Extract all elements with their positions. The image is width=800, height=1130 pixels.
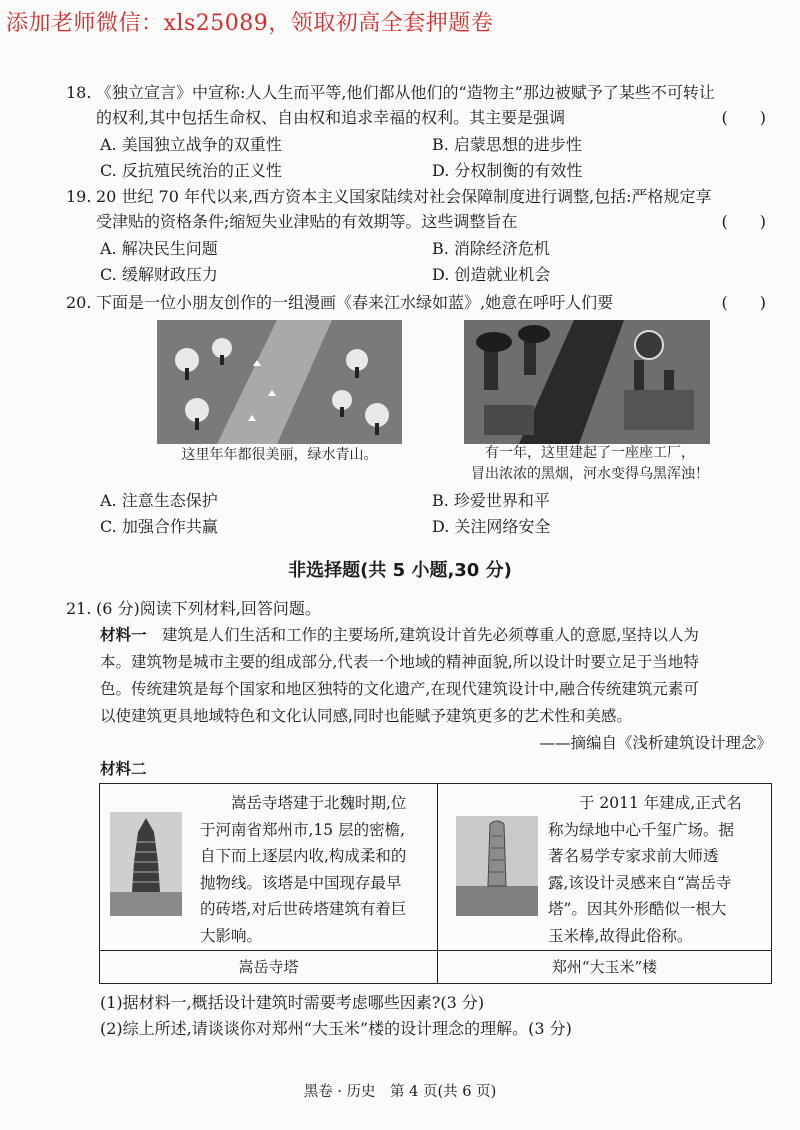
material-text-line: 本。建筑物是城市主要的组成部分,代表一个地域的精神面貌,所以设计时要立足于当地特: [100, 653, 699, 671]
material-two-label: 材料二: [100, 760, 147, 778]
question-number: 20.: [66, 293, 92, 312]
pagoda-description: [200, 790, 428, 949]
question-stem-line: 下面是一位小朋友创作的一组漫画《春来江水绿如蓝》,她意在呼吁人们要: [96, 293, 614, 312]
caption-left: 这里年年都很美丽，绿水青山。: [181, 447, 378, 463]
page-footer: 黑卷 · 历史 第 4 页(共 6 页): [303, 1084, 497, 1100]
cartoon-clean-river-image: [157, 320, 402, 444]
option-b: B. 珍爱世界和平: [432, 491, 550, 510]
description-line: 嵩岳寺塔建于北魏时期,位: [231, 794, 407, 812]
question-stem-line: 受津贴的资格条件;缩短失业津贴的有效期等。这些调整旨在: [96, 212, 518, 231]
option-c: C. 反抗殖民统治的正义性: [100, 161, 282, 180]
pagoda-drawing: [110, 812, 182, 916]
description-line: 自下而上逐层内收,构成柔和的: [200, 847, 407, 865]
caption-right-line2: 冒出浓浓的黑烟，河水变得乌黑浑浊！: [471, 466, 709, 482]
question-stem-line: 《独立宣言》中宣称:人人生而平等,他们都从他们的“造物主”那边被赋予了某些不可转让: [96, 83, 715, 102]
big-corn-building-photo: [456, 816, 538, 916]
material-text-line: 建筑是人们生活和工作的主要场所,建筑设计首先必须尊重人的意愿,坚持以人为: [146, 626, 699, 644]
option-d: D. 关注网络安全: [432, 517, 551, 536]
option-a: A. 解决民生问题: [100, 239, 218, 258]
question-21: [66, 596, 772, 621]
promo-banner: 添加老师微信：xls25089，领取初高全套押题卷: [6, 11, 494, 36]
option-a: A. 注意生态保护: [100, 491, 218, 510]
description-line: 称为绿地中心千玺广场。据: [548, 820, 735, 839]
question-number: 19.: [66, 187, 92, 206]
material-one-label: 材料一: [100, 626, 147, 644]
description-line: 于河南省郑州市,15 层的密檐,: [200, 820, 406, 839]
corn-building-drawing: [456, 816, 538, 916]
section-title: 非选择题(共 5 小题,30 分): [288, 560, 512, 581]
caption-right-line1: 有一年，这里建起了一座座工厂，: [485, 445, 695, 461]
cartoon-clean-river-drawing: [157, 320, 402, 444]
answer-paren: ( ): [721, 108, 766, 127]
corn-building-caption: 郑州“大玉米”楼: [438, 951, 772, 984]
question-18: [66, 80, 772, 130]
option-c: C. 缓解财政压力: [100, 265, 218, 284]
answer-paren: ( ): [721, 293, 766, 312]
cartoon-polluted-river-image: [464, 320, 710, 444]
material-one: [100, 622, 772, 757]
description-line: 露,该设计灵感来自“嵩岳寺: [548, 873, 732, 892]
question-19: [66, 184, 772, 234]
option-d: D. 创造就业机会: [432, 265, 551, 284]
description-line: 于 2011 年建成,正式名: [579, 794, 742, 812]
pagoda-caption: 嵩岳寺塔: [100, 951, 438, 984]
material-two-table: [99, 783, 772, 984]
description-line: 玉米棒,故得此俗称。: [548, 926, 693, 945]
description-line: 著名易学专家求前大师透: [548, 847, 719, 865]
question-stem-line: 的权利,其中包括生命权、自由权和追求幸福的权利。其主要是强调: [96, 108, 566, 127]
sub-question-1: (1)据材料一,概括设计建筑时需要考虑哪些因素?(3 分): [100, 993, 485, 1012]
description-line: 抛物线。该塔是中国现存最早: [200, 873, 402, 892]
question-number: 18.: [66, 83, 92, 102]
description-line: 塔”。因其外形酷似一根大: [548, 900, 727, 918]
songyue-pagoda-photo: [110, 812, 182, 916]
material-text-line: 色。传统建筑是每个国家和地区独特的文化遗产,在现代建筑设计中,融合传统建筑元素可: [100, 680, 699, 698]
material-text-line: 以使建筑更具地域特色和文化认同感,同时也能赋予建筑更多的艺术性和美感。: [100, 707, 632, 725]
description-line: 的砖塔,对后世砖塔建筑有着巨: [200, 900, 407, 918]
answer-paren: ( ): [721, 212, 766, 231]
option-a: A. 美国独立战争的双重性: [100, 135, 282, 154]
question-stem-line: 20 世纪 70 年代以来,西方资本主义国家陆续对社会保障制度进行调整,包括:严格规定享: [96, 187, 712, 206]
question-number: 21.: [66, 599, 92, 618]
question-20: [66, 290, 772, 315]
cartoon-polluted-river-drawing: [464, 320, 710, 444]
question-intro: (6 分)阅读下列材料,回答问题。: [96, 599, 321, 618]
option-b: B. 启蒙思想的进步性: [432, 135, 582, 154]
option-b: B. 消除经济危机: [432, 239, 550, 258]
option-d: D. 分权制衡的有效性: [432, 161, 583, 180]
material-source: ——摘编自《浅析建筑设计理念》: [539, 734, 772, 752]
corn-building-description: [548, 790, 770, 949]
sub-question-2: (2)综上所述,请谈谈你对郑州“大玉米”楼的设计理念的理解。(3 分): [100, 1019, 572, 1038]
description-line: 大影响。: [200, 926, 263, 945]
option-c: C. 加强合作共赢: [100, 517, 218, 536]
